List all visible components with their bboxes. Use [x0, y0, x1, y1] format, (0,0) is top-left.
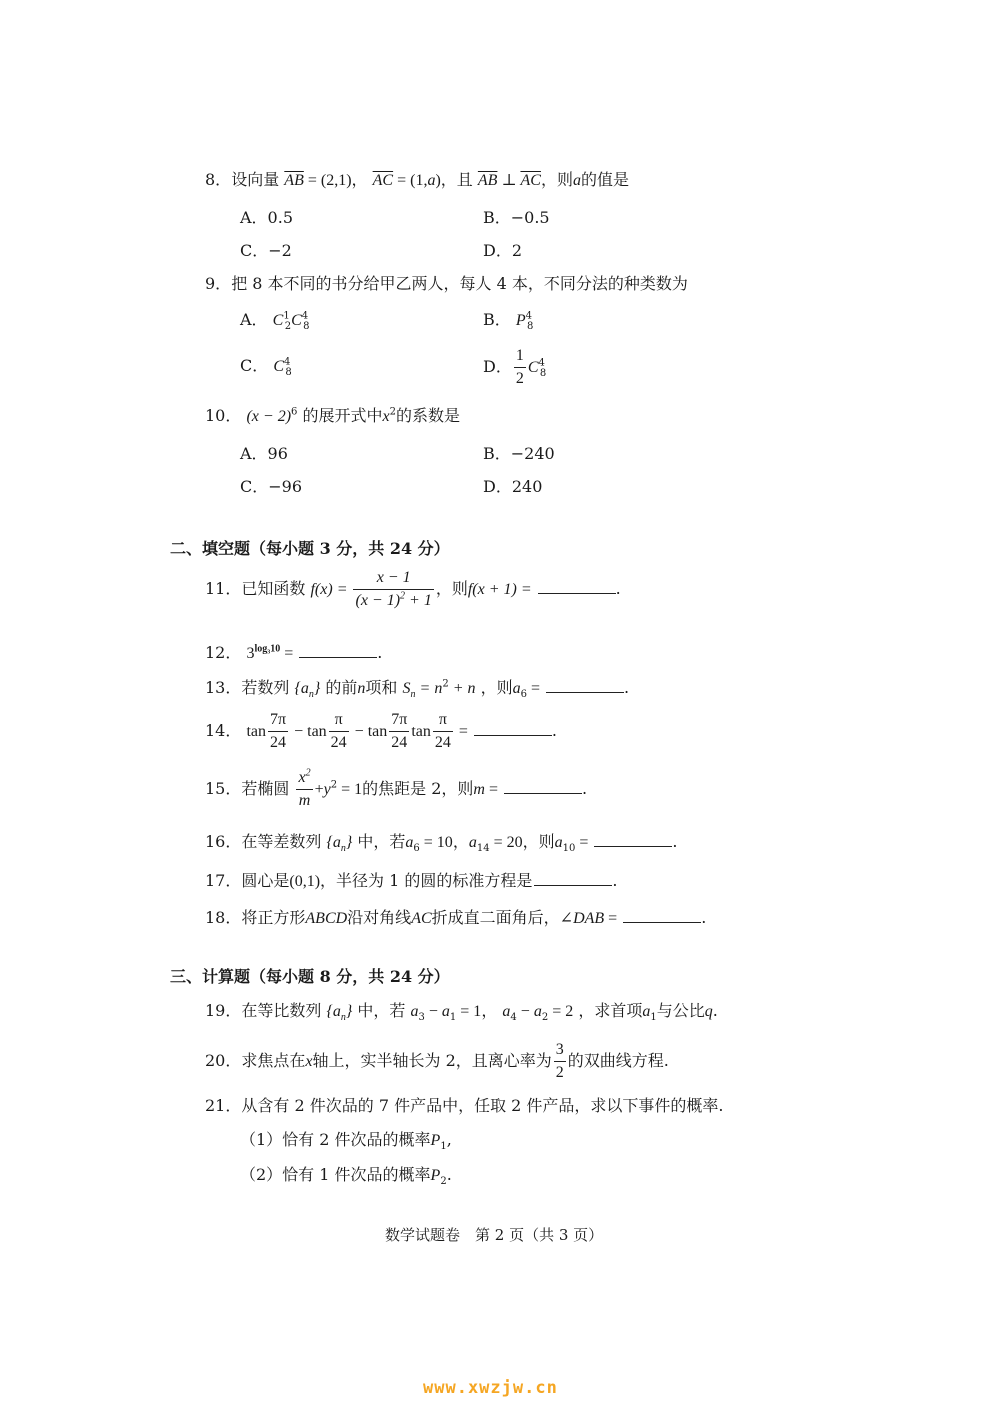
question-21: 21．从含有 2 件次品的 7 件产品中，任取 2 件产品，求以下事件的概率.	[205, 1096, 724, 1115]
answer-blank-18[interactable]	[623, 907, 701, 923]
q8-option-b: B．−0.5	[483, 208, 550, 227]
answer-blank-14[interactable]	[474, 720, 552, 736]
question-16: 16．在等差数列 $\{a_n\}$ 中，若$a_6 = 10$，$a_{14} = 20$，则$a_{10}$ = .	[205, 832, 678, 855]
fraction-7pi-24: $\frac{7\pi}{24}$	[391, 711, 408, 751]
answer-blank-17[interactable]	[534, 870, 612, 886]
fraction-pi-24: $\frac{\pi}{24}$	[434, 711, 451, 751]
question-8: 8．设向量 $\overline{AB} = (2,1)$， $\overline{AC} = (1,a)$，且 $\overline{AB}$ ⊥ $\overline{AC}$，则a的值是	[205, 170, 629, 189]
question-11: 11．已知函数 f(x) = $\frac{x - 1}{(x - 1)^2 + 1}$ ，则f(x + 1) = .	[205, 569, 621, 609]
q10-option-b: B．−240	[483, 444, 555, 463]
fraction-f: $\frac{x - 1}{(x - 1)^2 + 1}$	[355, 569, 432, 609]
answer-blank-13[interactable]	[546, 677, 624, 693]
answer-blank-12[interactable]	[299, 642, 377, 658]
q8-option-d: D．2	[483, 241, 523, 260]
question-20: 20．求焦点在x轴上，实半轴长为 2，且离心率为 $\frac{3}{2}$ 的双曲线方程.	[205, 1041, 669, 1081]
question-15: 15．若椭圆 $\frac{x^2}{m}$ $+y^2 = 1$的焦距是 2，则m = .	[205, 767, 588, 809]
fraction-one-half: $\frac{1}{2}$	[515, 347, 524, 387]
q9-option-a: A． $C^1_2C^4_8$	[240, 310, 310, 333]
question-18: 18．将正方形ABCD沿对角线AC折成直二面角后，∠DAB = .	[205, 908, 707, 927]
q10-option-a: A．96	[240, 444, 288, 463]
question-12: 12． $3^{log_310}$ = .	[205, 643, 383, 662]
q21-part-1: （1）恰有 2 件次品的概率$P_1$,	[240, 1130, 452, 1153]
q10-option-d: D．240	[483, 477, 543, 496]
question-14: 14． tan $\frac{7\pi}{24}$ − tan $\frac{\pi}{24}$ − tan $\frac{7\pi}{24}$ tan $\frac{\pi}{24}$ = .	[205, 711, 557, 751]
q10-option-c: C．−96	[240, 477, 303, 496]
q8-option-a: A．0.5	[240, 208, 294, 227]
q9-option-d: D． $\frac{1}{2}$ $C^4_8$	[483, 347, 547, 387]
question-9: 9．把 8 本不同的书分给甲乙两人，每人 4 本，不同分法的种类数为	[205, 274, 688, 293]
q21-part-2: （2）恰有 1 件次品的概率$P_2$.	[240, 1165, 452, 1188]
q8-option-c: C．−2	[240, 241, 292, 260]
section-2-heading: 二、填空题（每小题 3 分，共 24 分）	[170, 539, 450, 558]
section-3-heading: 三、计算题（每小题 8 分，共 24 分）	[170, 967, 450, 986]
answer-blank-15[interactable]	[504, 778, 582, 794]
question-10: 10． $(x - 2)^6$ 的展开式中$x^2$的系数是	[205, 406, 461, 425]
site-watermark: www.xwzjw.cn	[423, 1378, 558, 1398]
question-17: 17．圆心是(0,1)，半径为 1 的圆的标准方程是 .	[205, 871, 618, 890]
fraction-pi-24: $\frac{\pi}{24}$	[330, 711, 347, 751]
answer-blank-11[interactable]	[538, 578, 616, 594]
fraction-three-halves: $\frac{3}{2}$	[555, 1041, 564, 1081]
fraction-x2-m: $\frac{x^2}{m}$	[298, 767, 311, 809]
q9-option-b: B． $P^4_8$	[483, 310, 534, 333]
question-19: 19．在等比数列 $\{a_n\}$ 中，若 $a_3 - a_1 = 1$， $a_4 - a_2 = 2$ ，求首项$a_1$与公比q.	[205, 1001, 718, 1024]
question-13: 13．若数列 $\{a_n\}$ 的前n项和 $S_n = n^2 + n$ ，则$a_6$ = .	[205, 678, 630, 701]
answer-blank-16[interactable]	[594, 831, 672, 847]
page-footer: 数学试题卷 第 2 页（共 3 页）	[385, 1226, 604, 1244]
q9-option-c: C． $C^4_8$	[240, 356, 292, 379]
fraction-7pi-24: $\frac{7\pi}{24}$	[270, 711, 287, 751]
